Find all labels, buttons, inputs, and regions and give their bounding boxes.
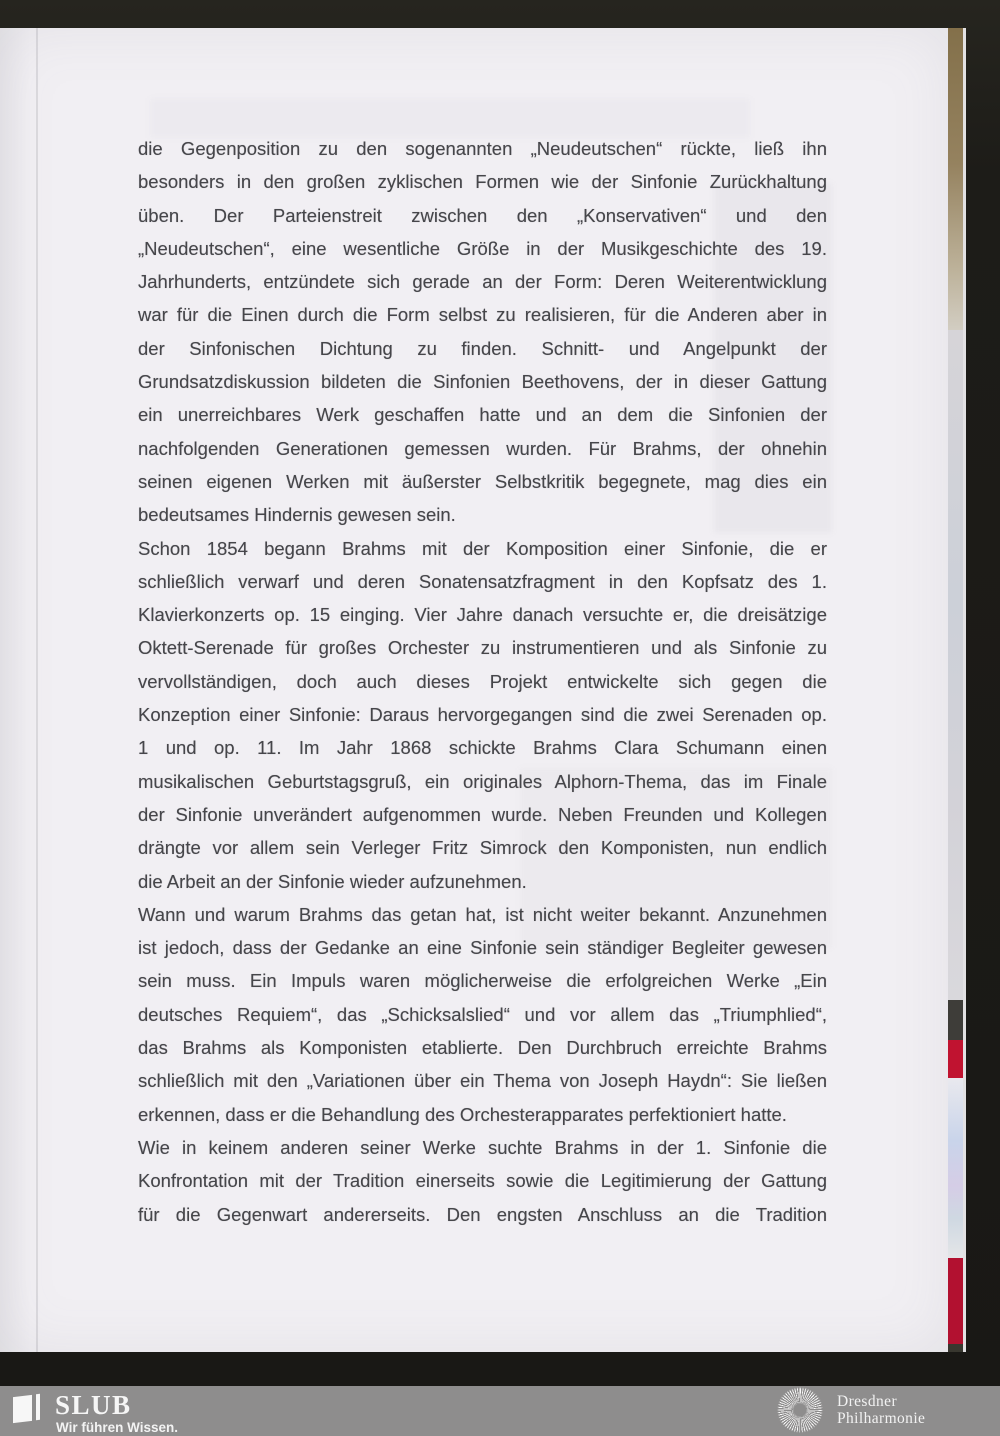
- page-edge-gray-strip: [948, 330, 963, 1000]
- dresdner-philharmonie-label: [837, 1393, 925, 1427]
- page-edge-iridescent-strip: [948, 1078, 963, 1258]
- text-line: üben. Der Parteienstreit zwischen den „Konservativen“ und den: [138, 204, 827, 226]
- text-line: schließlich mit den „Variationen über ein Thema von Joseph Haydn“: Sie ließen: [138, 1070, 827, 1092]
- page-text: [138, 132, 827, 1231]
- text-line: der Sinfonie unverändert aufgenommen wurde. Neben Freunden und Kollegen: [138, 803, 827, 825]
- text-line: Wann und warum Brahms das getan hat, ist nicht weiter bekannt. Anzunehmen: [138, 903, 827, 925]
- slub-wordmark: SLUB: [55, 1390, 132, 1420]
- scanned-page: [0, 28, 948, 1352]
- text-line: sein muss. Ein Impuls waren möglicherweise die erfolgreichen Werke „Ein: [138, 970, 827, 992]
- slub-logo: [13, 1390, 243, 1435]
- page-edge-red-strip: [948, 1040, 963, 1078]
- text-line: Klavierkonzerts op. 15 einging. Vier Jahre danach versuchte er, die dreisätzige: [138, 604, 827, 626]
- open-book-icon: [13, 1394, 41, 1424]
- text-line: ist jedoch, dass der Gedanke an eine Sinfonie sein ständiger Begleiter gewesen: [138, 937, 827, 959]
- text-line: Oktett-Serenade für großes Orchester zu instrumentieren und als Sinfonie zu: [138, 637, 827, 659]
- text-line: Wie in keinem anderen seiner Werke suchte Brahms in der 1. Sinfonie die: [138, 1136, 827, 1158]
- partner-line1: Dresdner: [837, 1393, 898, 1410]
- text-line: seinen eigenen Werken mit äußerster Selbstkritik begegnete, mag dies ein: [138, 470, 827, 492]
- text-line: Schon 1854 begann Brahms mit der Komposition einer Sinfonie, die er: [138, 537, 827, 559]
- text-line: Grundsatzdiskussion bildeten die Sinfonien Beethovens, der in dieser Gattung: [138, 371, 827, 393]
- text-line: ein unerreichbares Werk geschaffen hatte und an dem die Sinfonien der: [138, 404, 827, 426]
- text-line: Jahrhunderts, entzündete sich gerade an der Form: Deren Weiterentwicklung: [138, 271, 827, 293]
- text-line: vervollständigen, doch auch dieses Projekt entwickelte sich gegen die: [138, 670, 827, 692]
- page-edge-dark-strip: [948, 1344, 963, 1352]
- page-edge-tan-strip: [948, 28, 963, 330]
- text-line: erkennen, dass er die Behandlung des Orchesterapparates perfektioniert hatte.: [138, 1103, 787, 1125]
- dresdner-philharmonie-logo: [777, 1386, 987, 1436]
- text-line: musikalischen Geburtstagsgruß, ein originales Alphorn-Thema, das im Finale: [138, 770, 827, 792]
- text-line: bedeutsames Hindernis gewesen sein.: [138, 504, 456, 526]
- text-line: das Brahms als Komponisten etablierte. Den Durchbruch erreichte Brahms: [138, 1037, 827, 1059]
- text-line: besonders in den großen zyklischen Formen wie der Sinfonie Zurückhaltung: [138, 171, 827, 193]
- partner-line2: Philharmonie: [837, 1410, 926, 1427]
- text-line: „Neudeutschen“, eine wesentliche Größe in der Musikgeschichte des 19.: [138, 237, 827, 259]
- watermark-footer-bar: [0, 1386, 1000, 1436]
- text-line: drängte vor allem sein Verleger Fritz Simrock den Komponisten, nun endlich: [138, 837, 827, 859]
- gutter-shade: [0, 28, 38, 1352]
- text-line: Konfrontation mit der Tradition einerseits sowie die Legitimierung der Gattung: [138, 1170, 827, 1192]
- slub-tagline: Wir führen Wissen.: [56, 1420, 179, 1435]
- text-line: für die Gegenwart andererseits. Den engsten Anschluss an die Tradition: [138, 1203, 827, 1225]
- page-edge-red-strip: [948, 1258, 963, 1344]
- sunburst-icon: [777, 1387, 823, 1433]
- page-edge-dark-strip: [948, 1000, 963, 1040]
- text-line: deutsches Requiem“, das „Schicksalslied“ und vor allem das „Triumphlied“,: [138, 1003, 827, 1025]
- text-line: nachfolgenden Generationen gemessen wurden. Für Brahms, der ohnehin: [138, 437, 827, 459]
- text-line: die Arbeit an der Sinfonie wieder aufzunehmen.: [138, 870, 527, 892]
- page-crease: [36, 28, 38, 1352]
- text-line: war für die Einen durch die Form selbst zu realisieren, für die Anderen aber in: [138, 304, 827, 326]
- page-edge-highlight: [963, 28, 966, 1352]
- text-line: 1 und op. 11. Im Jahr 1868 schickte Brahms Clara Schumann einen: [138, 737, 827, 759]
- text-line: schließlich verwarf und deren Sonatensatzfragment in den Kopfsatz des 1.: [138, 570, 827, 592]
- text-line: der Sinfonischen Dichtung zu finden. Schnitt- und Angelpunkt der: [138, 337, 827, 359]
- text-line: Konzeption einer Sinfonie: Daraus hervorgegangen sind die zwei Serenaden op.: [138, 704, 827, 726]
- text-line: die Gegenposition zu den sogenannten „Neudeutschen“ rückte, ließ ihn: [138, 138, 827, 159]
